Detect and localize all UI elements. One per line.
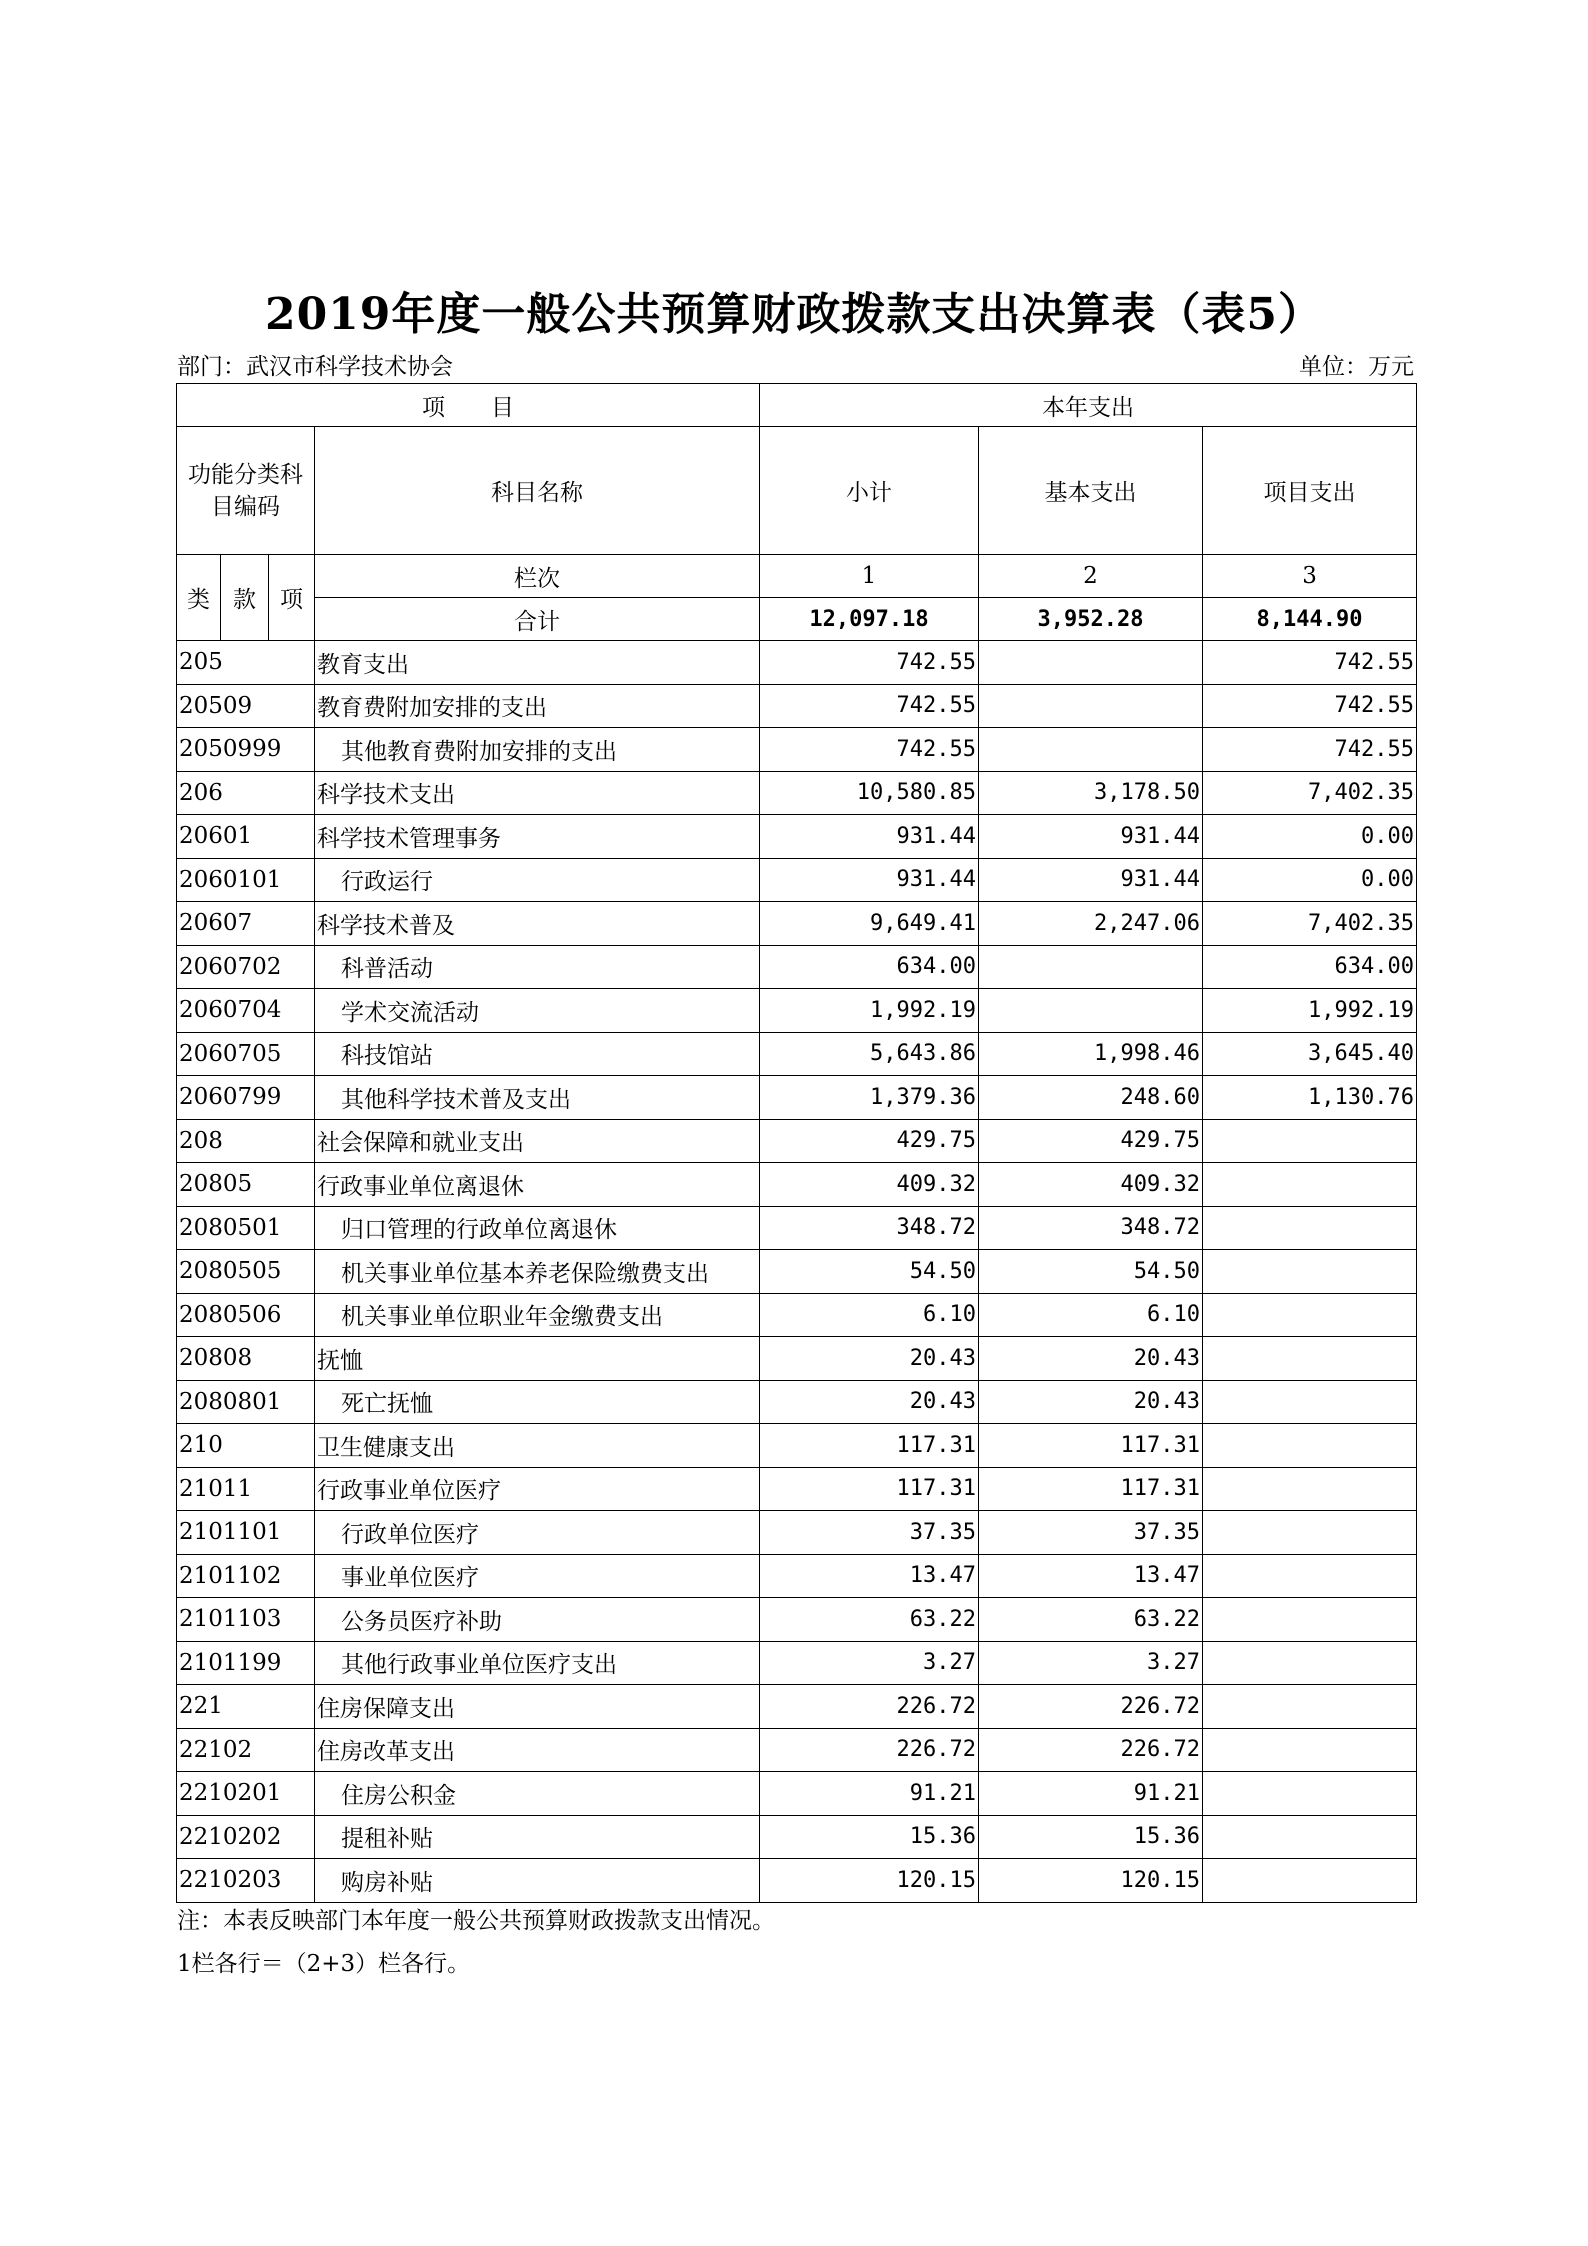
table-row [177, 1554, 1417, 1598]
row-code: 2080801 [177, 1380, 315, 1424]
row-code: 2210203 [177, 1859, 315, 1903]
row-project: 3,645.40 [1203, 1032, 1417, 1076]
row-code: 2080505 [177, 1250, 315, 1294]
row-basic: 429.75 [979, 1119, 1203, 1163]
table-row [177, 1424, 1417, 1468]
total-row [177, 598, 1417, 641]
table-row [177, 1859, 1417, 1903]
budget-table [176, 383, 1417, 1903]
row-subtotal: 9,649.41 [760, 902, 979, 946]
row-code: 2101103 [177, 1598, 315, 1642]
row-subtotal: 429.75 [760, 1119, 979, 1163]
row-basic [979, 989, 1203, 1033]
table-row [177, 858, 1417, 902]
row-name: 公务员医疗补助 [315, 1598, 760, 1642]
table-row [177, 1728, 1417, 1772]
row-basic: 3,178.50 [979, 771, 1203, 815]
row-project: 1,130.76 [1203, 1076, 1417, 1120]
header-project: 项目支出 [1203, 427, 1417, 555]
table-row [177, 641, 1417, 685]
header-row-3 [177, 555, 1417, 598]
total-basic: 3,952.28 [979, 598, 1203, 641]
row-project: 0.00 [1203, 858, 1417, 902]
notes [177, 1900, 775, 1986]
row-name: 卫生健康支出 [315, 1424, 760, 1468]
row-project: 742.55 [1203, 641, 1417, 685]
header-item: 项 目 [177, 384, 760, 427]
row-name: 其他科学技术普及支出 [315, 1076, 760, 1120]
row-code: 22102 [177, 1728, 315, 1772]
row-code: 2060101 [177, 858, 315, 902]
table-row [177, 728, 1417, 772]
row-basic: 120.15 [979, 1859, 1203, 1903]
header-func-code: 功能分类科目编码 [177, 427, 315, 555]
row-basic: 248.60 [979, 1076, 1203, 1120]
table-row [177, 684, 1417, 728]
row-basic: 6.10 [979, 1293, 1203, 1337]
row-code: 20805 [177, 1163, 315, 1207]
row-code: 205 [177, 641, 315, 685]
row-code: 2210202 [177, 1815, 315, 1859]
row-basic: 409.32 [979, 1163, 1203, 1207]
row-basic: 117.31 [979, 1467, 1203, 1511]
row-subtotal: 742.55 [760, 684, 979, 728]
row-code: 2060799 [177, 1076, 315, 1120]
row-subtotal: 226.72 [760, 1685, 979, 1729]
row-project: 634.00 [1203, 945, 1417, 989]
row-project [1203, 1815, 1417, 1859]
row-basic: 931.44 [979, 815, 1203, 859]
row-name: 抚恤 [315, 1337, 760, 1381]
row-basic: 20.43 [979, 1380, 1203, 1424]
row-basic: 117.31 [979, 1424, 1203, 1468]
row-basic: 3.27 [979, 1641, 1203, 1685]
header-row-2 [177, 427, 1417, 555]
header-current-year: 本年支出 [760, 384, 1417, 427]
row-name: 机关事业单位基本养老保险缴费支出 [315, 1250, 760, 1294]
row-basic: 20.43 [979, 1337, 1203, 1381]
row-project [1203, 1641, 1417, 1685]
row-subtotal: 63.22 [760, 1598, 979, 1642]
row-name: 行政事业单位离退休 [315, 1163, 760, 1207]
row-project [1203, 1424, 1417, 1468]
row-project: 742.55 [1203, 728, 1417, 772]
row-name: 科普活动 [315, 945, 760, 989]
row-basic: 348.72 [979, 1206, 1203, 1250]
row-name: 行政单位医疗 [315, 1511, 760, 1555]
table-row [177, 1511, 1417, 1555]
total-subtotal: 12,097.18 [760, 598, 979, 641]
row-basic [979, 728, 1203, 772]
row-name: 科学技术普及 [315, 902, 760, 946]
header-cat-kuan: 款 [221, 555, 269, 641]
row-subtotal: 409.32 [760, 1163, 979, 1207]
row-subtotal: 20.43 [760, 1380, 979, 1424]
row-name: 科学技术管理事务 [315, 815, 760, 859]
row-name: 学术交流活动 [315, 989, 760, 1033]
row-name: 死亡抚恤 [315, 1380, 760, 1424]
row-subtotal: 15.36 [760, 1815, 979, 1859]
row-subtotal: 5,643.86 [760, 1032, 979, 1076]
row-basic: 1,998.46 [979, 1032, 1203, 1076]
row-code: 221 [177, 1685, 315, 1729]
row-basic: 226.72 [979, 1728, 1203, 1772]
table-row [177, 1685, 1417, 1729]
row-code: 2060702 [177, 945, 315, 989]
row-code: 20601 [177, 815, 315, 859]
row-basic: 91.21 [979, 1772, 1203, 1816]
note-1: 注：本表反映部门本年度一般公共预算财政拨款支出情况。 [177, 1908, 775, 1934]
row-code: 20808 [177, 1337, 315, 1381]
table-row [177, 1032, 1417, 1076]
note-2: 1栏各行＝（2+3）栏各行。 [177, 1951, 471, 1977]
header-column-order: 栏次 [315, 555, 760, 598]
row-name: 归口管理的行政单位离退休 [315, 1206, 760, 1250]
row-code: 2050999 [177, 728, 315, 772]
row-name: 住房保障支出 [315, 1685, 760, 1729]
row-project [1203, 1598, 1417, 1642]
page-title: 2019年度一般公共预算财政拨款支出决算表（表5） [264, 289, 1324, 340]
row-subtotal: 13.47 [760, 1554, 979, 1598]
row-name: 教育费附加安排的支出 [315, 684, 760, 728]
row-basic: 15.36 [979, 1815, 1203, 1859]
header-basic: 基本支出 [979, 427, 1203, 555]
table-row [177, 1337, 1417, 1381]
table-row [177, 1119, 1417, 1163]
row-name: 其他教育费附加安排的支出 [315, 728, 760, 772]
row-code: 2060704 [177, 989, 315, 1033]
row-code: 2210201 [177, 1772, 315, 1816]
row-project [1203, 1250, 1417, 1294]
table-row [177, 1641, 1417, 1685]
row-subtotal: 348.72 [760, 1206, 979, 1250]
table-row [177, 1772, 1417, 1816]
row-project: 0.00 [1203, 815, 1417, 859]
row-name: 社会保障和就业支出 [315, 1119, 760, 1163]
table-row [177, 989, 1417, 1033]
table-row [177, 1293, 1417, 1337]
row-name: 住房改革支出 [315, 1728, 760, 1772]
row-subtotal: 6.10 [760, 1293, 979, 1337]
table-row [177, 1815, 1417, 1859]
row-basic: 63.22 [979, 1598, 1203, 1642]
row-code: 206 [177, 771, 315, 815]
row-name: 事业单位医疗 [315, 1554, 760, 1598]
table-row [177, 1598, 1417, 1642]
row-project [1203, 1728, 1417, 1772]
row-subtotal: 117.31 [760, 1424, 979, 1468]
row-subtotal: 742.55 [760, 641, 979, 685]
row-code: 2060705 [177, 1032, 315, 1076]
row-subtotal: 742.55 [760, 728, 979, 772]
row-subtotal: 634.00 [760, 945, 979, 989]
header-col1: 1 [760, 555, 979, 598]
row-basic: 37.35 [979, 1511, 1203, 1555]
table-row [177, 902, 1417, 946]
row-name: 行政事业单位医疗 [315, 1467, 760, 1511]
row-basic [979, 684, 1203, 728]
row-subtotal: 120.15 [760, 1859, 979, 1903]
row-project [1203, 1859, 1417, 1903]
row-basic [979, 945, 1203, 989]
row-subtotal: 1,379.36 [760, 1076, 979, 1120]
header-subject-name: 科目名称 [315, 427, 760, 555]
row-code: 210 [177, 1424, 315, 1468]
row-subtotal: 931.44 [760, 858, 979, 902]
row-subtotal: 37.35 [760, 1511, 979, 1555]
row-name: 科技馆站 [315, 1032, 760, 1076]
table-row [177, 1380, 1417, 1424]
row-project: 7,402.35 [1203, 771, 1417, 815]
table-row [177, 815, 1417, 859]
row-name: 科学技术支出 [315, 771, 760, 815]
total-label: 合计 [315, 598, 760, 641]
row-basic: 13.47 [979, 1554, 1203, 1598]
unit-label: 单位：万元 [1299, 354, 1414, 380]
table-row [177, 1206, 1417, 1250]
row-name: 购房补贴 [315, 1859, 760, 1903]
total-project: 8,144.90 [1203, 598, 1417, 641]
row-project [1203, 1380, 1417, 1424]
row-code: 2101102 [177, 1554, 315, 1598]
row-subtotal: 1,992.19 [760, 989, 979, 1033]
department-label: 部门：武汉市科学技术协会 [177, 354, 453, 380]
row-subtotal: 10,580.85 [760, 771, 979, 815]
row-name: 教育支出 [315, 641, 760, 685]
row-project [1203, 1511, 1417, 1555]
row-code: 2080501 [177, 1206, 315, 1250]
row-subtotal: 226.72 [760, 1728, 979, 1772]
row-basic: 54.50 [979, 1250, 1203, 1294]
row-project [1203, 1337, 1417, 1381]
table-row [177, 1163, 1417, 1207]
row-basic: 2,247.06 [979, 902, 1203, 946]
row-code: 20509 [177, 684, 315, 728]
row-project: 7,402.35 [1203, 902, 1417, 946]
row-basic: 931.44 [979, 858, 1203, 902]
row-project: 1,992.19 [1203, 989, 1417, 1033]
row-project: 742.55 [1203, 684, 1417, 728]
row-name: 行政运行 [315, 858, 760, 902]
row-basic [979, 641, 1203, 685]
row-project [1203, 1772, 1417, 1816]
table-row [177, 771, 1417, 815]
table-row [177, 1076, 1417, 1120]
row-code: 2101199 [177, 1641, 315, 1685]
row-project [1203, 1685, 1417, 1729]
row-code: 20607 [177, 902, 315, 946]
row-subtotal: 931.44 [760, 815, 979, 859]
row-project [1203, 1206, 1417, 1250]
row-subtotal: 117.31 [760, 1467, 979, 1511]
row-project [1203, 1554, 1417, 1598]
row-project [1203, 1467, 1417, 1511]
row-code: 2080506 [177, 1293, 315, 1337]
row-project [1203, 1293, 1417, 1337]
header-col3: 3 [1203, 555, 1417, 598]
header-cat-xiang: 项 [269, 555, 315, 641]
row-subtotal: 91.21 [760, 1772, 979, 1816]
row-code: 21011 [177, 1467, 315, 1511]
row-code: 2101101 [177, 1511, 315, 1555]
table-row [177, 1467, 1417, 1511]
row-name: 其他行政事业单位医疗支出 [315, 1641, 760, 1685]
table-row [177, 945, 1417, 989]
row-name: 提租补贴 [315, 1815, 760, 1859]
row-code: 208 [177, 1119, 315, 1163]
header-col2: 2 [979, 555, 1203, 598]
row-basic: 226.72 [979, 1685, 1203, 1729]
row-subtotal: 54.50 [760, 1250, 979, 1294]
row-project [1203, 1119, 1417, 1163]
table-row [177, 1250, 1417, 1294]
row-name: 机关事业单位职业年金缴费支出 [315, 1293, 760, 1337]
row-project [1203, 1163, 1417, 1207]
row-name: 住房公积金 [315, 1772, 760, 1816]
row-subtotal: 3.27 [760, 1641, 979, 1685]
header-row-1 [177, 384, 1417, 427]
row-subtotal: 20.43 [760, 1337, 979, 1381]
header-cat-lei: 类 [177, 555, 221, 641]
header-subtotal: 小计 [760, 427, 979, 555]
